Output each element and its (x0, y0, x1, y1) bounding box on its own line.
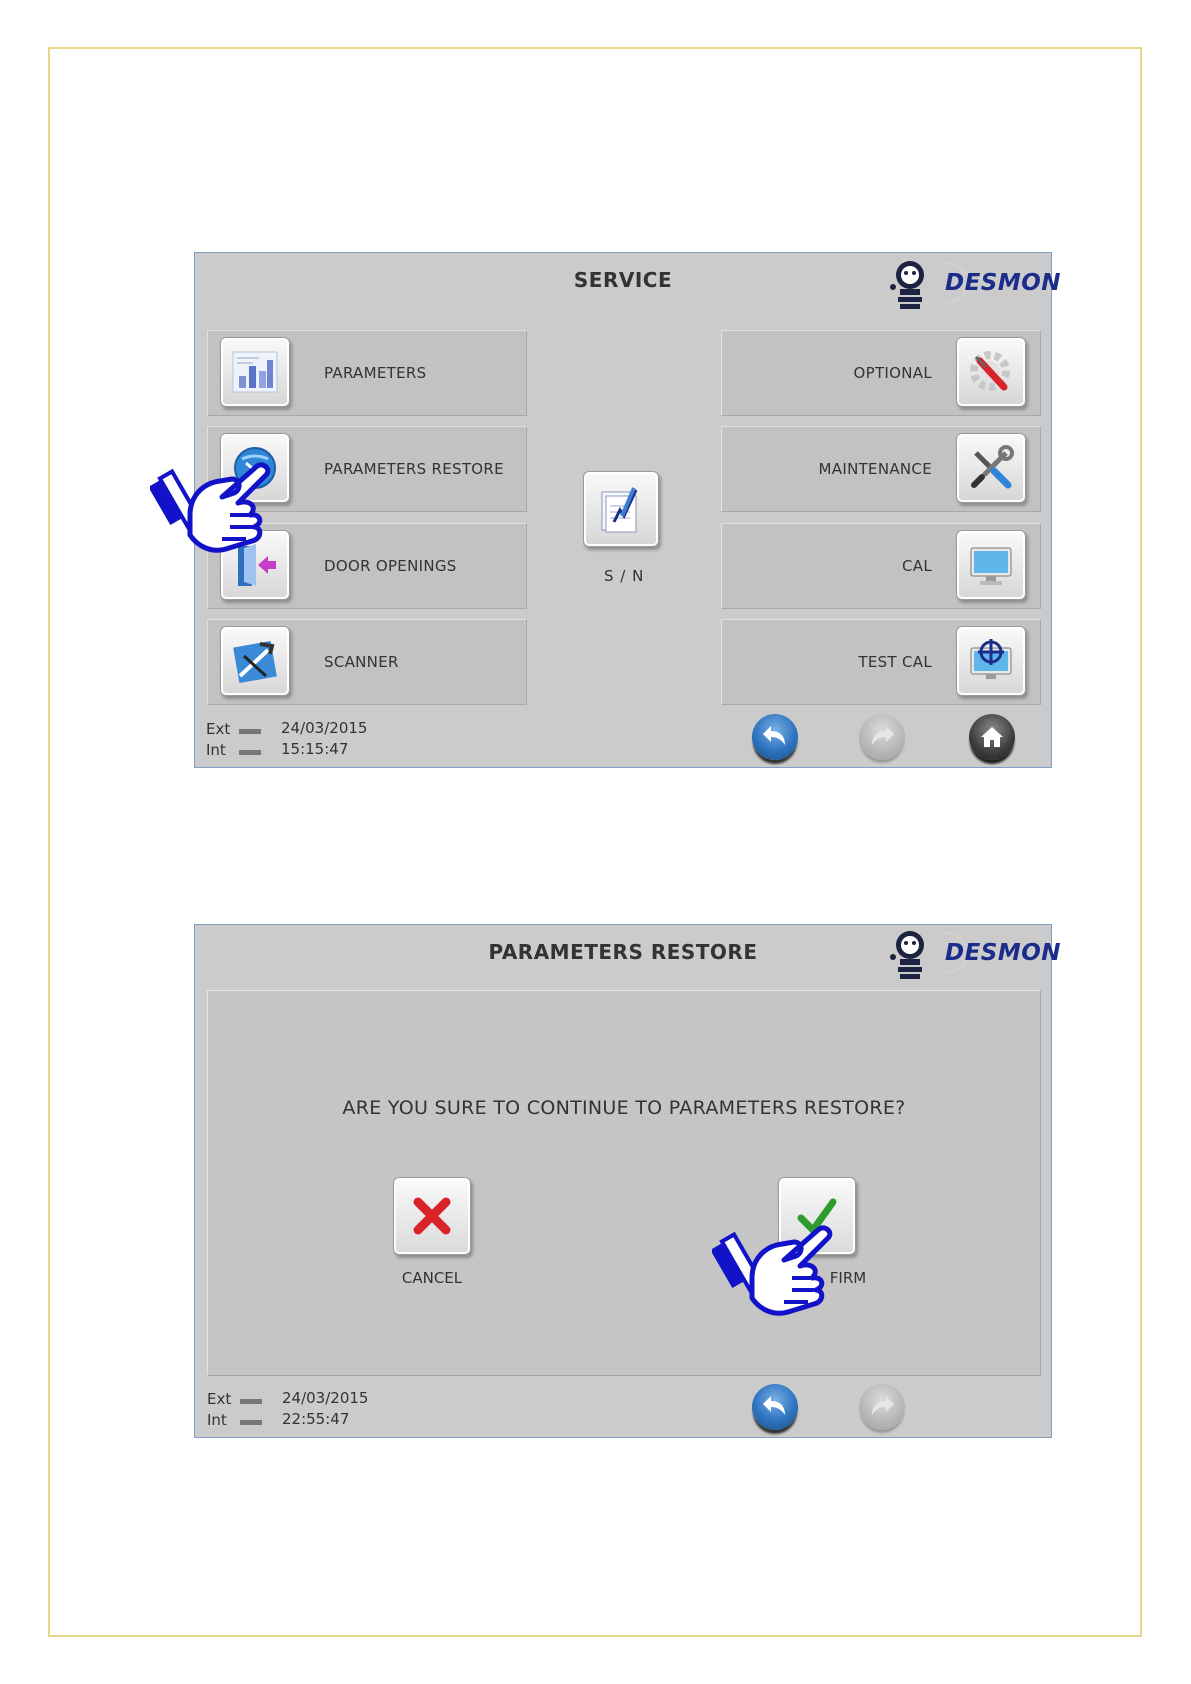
serial-number-label: S / N (604, 567, 645, 585)
confirm-question: ARE YOU SURE TO CONTINUE TO PARAMETERS RESTORE? (342, 1097, 906, 1119)
parameters-restore-label: PARAMETERS RESTORE (324, 460, 504, 478)
ext-label: Ext (206, 720, 231, 738)
back-arrow-icon (761, 725, 789, 749)
monitor-icon (956, 530, 1026, 600)
notepad-pencil-icon (594, 482, 648, 536)
status-time: 15:15:47 (281, 740, 349, 758)
logo-text: DESMON (945, 940, 1062, 966)
cal-button[interactable] (721, 523, 1041, 609)
parameters-button[interactable] (207, 330, 527, 416)
desmon-logo (885, 927, 1061, 979)
optional-label: OPTIONAL (853, 364, 932, 382)
scanner-button[interactable] (207, 619, 527, 705)
status-date: 24/03/2015 (282, 1389, 369, 1407)
logo-text: DESMON (945, 270, 1062, 296)
int-label: Int (207, 1411, 227, 1429)
desmon-mascot-icon (885, 257, 935, 309)
back-arrow-icon (761, 1395, 789, 1419)
int-indicator (240, 1420, 262, 1425)
ext-indicator (240, 1399, 262, 1404)
serial-number-button[interactable] (583, 471, 659, 547)
gear-screwdriver-icon (956, 337, 1026, 407)
cancel-button[interactable] (393, 1177, 471, 1255)
int-indicator (239, 750, 261, 755)
cancel-x-icon (410, 1194, 454, 1238)
scanner-label: SCANNER (324, 653, 399, 671)
forward-button[interactable] (859, 1384, 905, 1430)
optional-button[interactable] (721, 330, 1041, 416)
door-openings-label: DOOR OPENINGS (324, 557, 457, 575)
maintenance-button[interactable] (721, 426, 1041, 512)
cal-label: CAL (902, 557, 932, 575)
scanner-tools-icon (220, 626, 290, 696)
parameters-label: PARAMETERS (324, 364, 427, 382)
forward-arrow-icon (868, 1395, 896, 1419)
test-cal-label: TEST CAL (858, 653, 932, 671)
back-button[interactable] (752, 714, 798, 760)
forward-arrow-icon (868, 725, 896, 749)
home-icon (979, 725, 1005, 749)
cancel-label: CANCEL (401, 1269, 463, 1287)
home-button[interactable] (969, 714, 1015, 760)
monitor-crosshair-icon (956, 626, 1026, 696)
forward-button[interactable] (859, 714, 905, 760)
parameters-chart-icon (220, 337, 290, 407)
desmon-mascot-icon (885, 927, 935, 979)
confirm-label: FIRM (829, 1269, 867, 1287)
ext-label: Ext (207, 1390, 232, 1408)
ext-indicator (239, 729, 261, 734)
int-label: Int (206, 741, 226, 759)
confirm-dialog (207, 990, 1041, 1376)
test-cal-button[interactable] (721, 619, 1041, 705)
restore-panel (194, 924, 1062, 1438)
status-time: 22:55:47 (282, 1410, 350, 1428)
status-date: 24/03/2015 (281, 719, 368, 737)
service-panel (194, 252, 1062, 768)
desmon-logo (885, 257, 1061, 309)
restore-title: PARAMETERS RESTORE (488, 940, 758, 964)
back-button[interactable] (752, 1384, 798, 1430)
pointing-hand-icon (150, 455, 280, 565)
page-title: SERVICE (573, 268, 673, 292)
pointing-hand-icon (712, 1218, 842, 1328)
maintenance-label: MAINTENANCE (818, 460, 932, 478)
wrench-screwdriver-icon (956, 433, 1026, 503)
